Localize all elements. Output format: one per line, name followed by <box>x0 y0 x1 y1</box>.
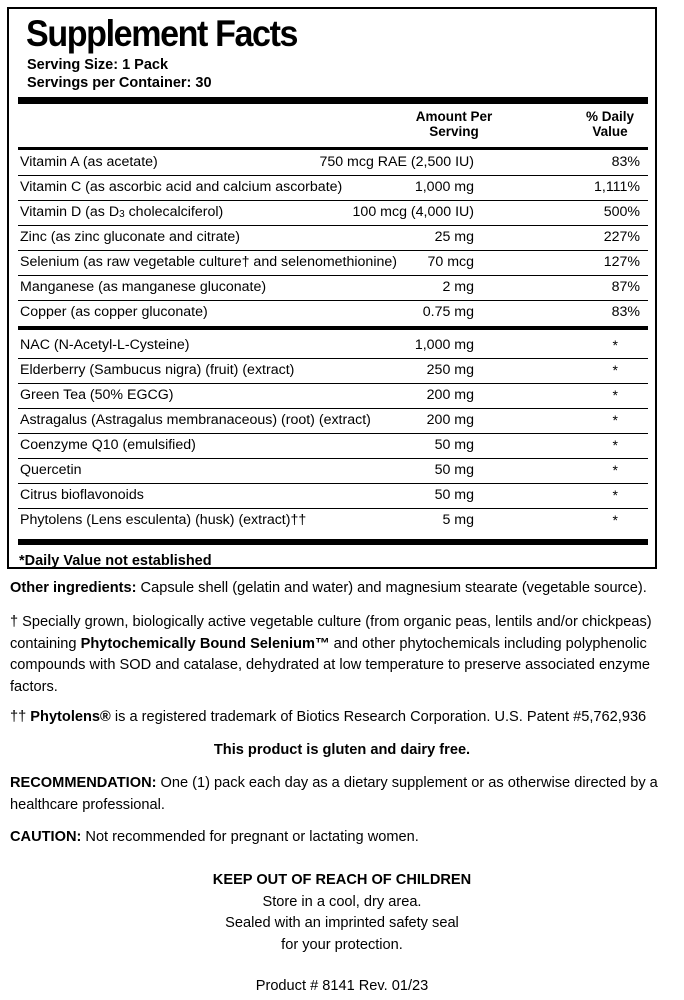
ingredient-name: Zinc (as zinc gluconate and citrate) <box>20 229 241 245</box>
amount-per-serving: 250 mg <box>426 362 474 378</box>
recommendation-text: One (1) pack each day as a dietary supplement or as otherwise directed by a healthcare professional. <box>10 775 658 813</box>
serving-size: Serving Size: 1 Pack <box>27 57 169 73</box>
facts-row <box>18 409 648 434</box>
thick-divider-top <box>18 97 648 104</box>
facts-row <box>18 276 648 301</box>
daily-value: * <box>612 412 618 428</box>
panel-title: Supplement Facts <box>26 13 298 54</box>
header-amount-line2: Serving <box>429 124 479 139</box>
daily-value: 83% <box>611 154 640 170</box>
header-daily-value <box>575 109 645 139</box>
section-divider <box>18 326 648 330</box>
ingredient-name-post: cholecalciferol) <box>124 204 224 220</box>
amount-per-serving: 100 mcg (4,000 IU) <box>352 204 474 220</box>
facts-row <box>18 334 648 359</box>
amount-per-serving: 200 mg <box>426 412 474 428</box>
keep-out-of-reach: KEEP OUT OF REACH OF CHILDREN <box>212 872 472 888</box>
header-dv-line2: Value <box>592 124 628 139</box>
facts-row <box>18 176 648 201</box>
ingredient-name-subscript: 3 <box>119 209 125 220</box>
daily-value: * <box>612 337 618 353</box>
other-ingredients <box>10 578 670 600</box>
amount-per-serving: 200 mg <box>426 387 474 403</box>
daily-value: * <box>612 462 618 478</box>
caution <box>10 827 670 849</box>
daily-value: * <box>612 437 618 453</box>
amount-per-serving: 50 mg <box>434 487 474 503</box>
daily-value: * <box>612 512 618 528</box>
storage-line3: for your protection. <box>281 936 403 953</box>
amount-per-serving: 2 mg <box>442 279 474 295</box>
facts-row <box>18 459 648 484</box>
storage-line2: Sealed with an imprinted safety seal <box>225 915 459 931</box>
storage-block <box>0 870 684 956</box>
daily-value-footnote: *Daily Value not established <box>19 553 212 569</box>
amount-per-serving: 5 mg <box>442 512 474 528</box>
ingredient-name: Copper (as copper gluconate) <box>20 304 208 320</box>
double-dagger-prefix: †† <box>10 709 31 725</box>
daily-value: 127% <box>603 254 640 270</box>
phytolens-trademark: Phytolens® <box>30 709 111 725</box>
ingredient-name: Quercetin <box>20 462 82 478</box>
amount-per-serving: 50 mg <box>434 437 474 453</box>
daily-value: * <box>612 487 618 503</box>
facts-row <box>18 226 648 251</box>
facts-row <box>18 301 648 326</box>
ingredient-name: Citrus bioflavonoids <box>20 487 144 503</box>
thick-divider-bottom <box>18 539 648 545</box>
facts-row <box>18 434 648 459</box>
ingredient-name: Selenium (as raw vegetable culture† and selenomethionine) <box>20 254 397 270</box>
facts-row <box>18 251 648 276</box>
other-ingredients-text: Capsule shell (gelatin and water) and magnesium stearate (vegetable source). <box>136 580 647 596</box>
caution-label: CAUTION: <box>10 829 82 845</box>
daily-value: * <box>612 387 618 403</box>
amount-per-serving: 50 mg <box>434 462 474 478</box>
other-ingredients-label: Other ingredients: <box>10 580 137 596</box>
facts-row <box>18 509 648 534</box>
daily-value: 500% <box>603 204 640 220</box>
header-amount-line1: Amount Per <box>415 109 493 124</box>
dagger-note-part1: † Specially grown, biologically active vegetable culture (from organic peas, lentils and/or chickpeas) containing <box>10 614 652 652</box>
servings-per-container: Servings per Container: 30 <box>27 75 212 91</box>
daily-value: 1,111% <box>593 179 640 195</box>
dagger-note <box>10 612 670 698</box>
dagger-note-part2: and other phytochemicals including polyphenolic compounds with SOD and catalase, dehydrated at low temperature to preserve associated enzyme factors. <box>10 635 651 695</box>
ingredient-name: Astragalus (Astragalus membranaceous) (root) (extract) <box>20 412 371 428</box>
amount-per-serving: 70 mcg <box>427 254 474 270</box>
ingredient-name: NAC (N-Acetyl-L-Cysteine) <box>20 337 190 353</box>
gluten-free-statement: This product is gluten and dairy free. <box>213 742 471 758</box>
ingredient-name: Manganese (as manganese gluconate) <box>20 279 267 295</box>
double-dagger-note <box>10 707 670 729</box>
recommendation-label: RECOMMENDATION: <box>10 775 157 791</box>
amount-per-serving: 0.75 mg <box>422 304 474 320</box>
daily-value: 83% <box>611 304 640 320</box>
daily-value: 227% <box>603 229 640 245</box>
amount-per-serving: 750 mcg RAE (2,500 IU) <box>319 154 474 170</box>
ingredient-name: Green Tea (50% EGCG) <box>20 387 174 403</box>
amount-per-serving: 25 mg <box>434 229 474 245</box>
ingredient-name: Vitamin A (as acetate) <box>20 154 158 170</box>
ingredient-name: Elderberry (Sambucus nigra) (fruit) (extract) <box>20 362 295 378</box>
product-info: Product # 8141 Rev. 01/23 <box>255 978 429 994</box>
daily-value: 87% <box>611 279 640 295</box>
caution-text: Not recommended for pregnant or lactating women. <box>81 829 419 845</box>
facts-row <box>18 484 648 509</box>
header-amount-per-serving <box>394 109 514 139</box>
double-dagger-text: is a registered trademark of Biotics Research Corporation. U.S. Patent #5,762,936 <box>110 709 647 725</box>
header-dv-line1: % Daily <box>585 109 635 124</box>
header-divider <box>18 147 648 150</box>
facts-row <box>18 151 648 176</box>
dagger-note-bold: Phytochemically Bound Selenium™ <box>80 635 330 652</box>
amount-per-serving: 1,000 mg <box>414 337 474 353</box>
facts-row <box>18 359 648 384</box>
facts-row <box>18 384 648 409</box>
ingredient-name <box>20 204 223 220</box>
facts-row <box>18 201 648 226</box>
daily-value: * <box>612 362 618 378</box>
ingredient-name-pre: Vitamin D (as D <box>20 204 120 220</box>
ingredient-name: Phytolens (Lens esculenta) (husk) (extract)†† <box>20 512 307 528</box>
amount-per-serving: 1,000 mg <box>414 179 474 195</box>
ingredient-name: Vitamin C (as ascorbic acid and calcium ascorbate) <box>20 179 343 195</box>
storage-line1: Store in a cool, dry area. <box>262 893 422 910</box>
ingredient-name: Coenzyme Q10 (emulsified) <box>20 437 196 453</box>
recommendation <box>10 773 670 816</box>
supplement-facts-panel <box>7 7 657 569</box>
